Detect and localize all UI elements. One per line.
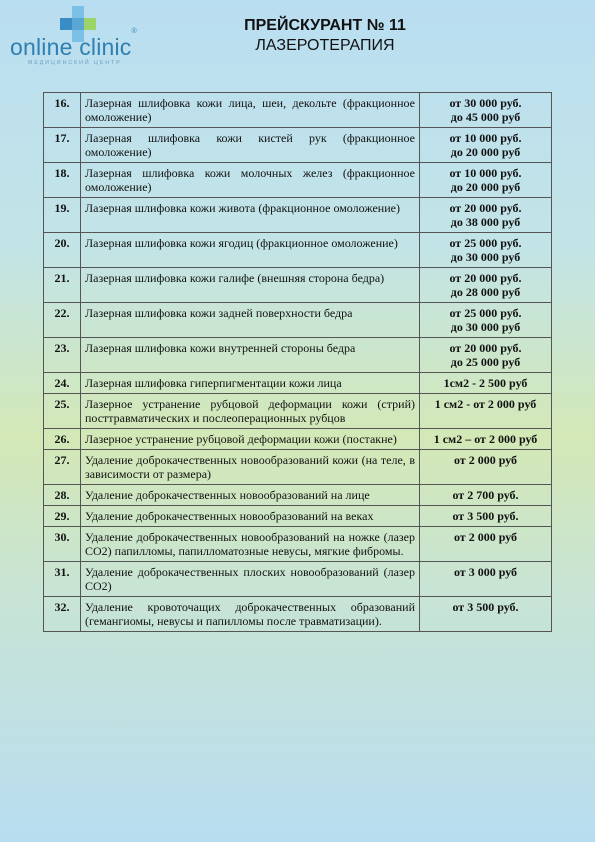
service-price xyxy=(420,198,552,233)
logo-subtitle: МЕДИЦИНСКИЙ ЦЕНТР xyxy=(28,60,122,66)
row-number: 20. xyxy=(44,233,81,268)
price-line: 1 см2 – от 2 000 руб xyxy=(433,432,538,446)
registered-mark: ® xyxy=(131,28,137,35)
row-number: 28. xyxy=(44,485,81,506)
clinic-logo xyxy=(10,4,140,66)
price-line: от 3 000 руб xyxy=(453,565,518,579)
row-number: 23. xyxy=(44,338,81,373)
price-line: от 2 000 руб xyxy=(453,530,518,544)
service-price xyxy=(420,562,552,597)
logo-name-clinic: clinic xyxy=(79,34,132,60)
service-price xyxy=(420,163,552,198)
table-row xyxy=(44,527,552,562)
price-line: от 20 000 руб. xyxy=(449,271,522,285)
price-table xyxy=(43,92,552,632)
row-number: 30. xyxy=(44,527,81,562)
service-price xyxy=(420,303,552,338)
service-price xyxy=(420,338,552,373)
service-price xyxy=(420,128,552,163)
page-header xyxy=(205,16,445,56)
service-description: Удаление кровоточащих доброкачественных образований (гемангиомы, невусы и папилломы после травматизации). xyxy=(81,597,420,632)
price-line: 1см2 - 2 500 руб xyxy=(443,376,528,390)
service-description: Удаление доброкачественных новообразований на веках xyxy=(81,506,420,527)
table-row xyxy=(44,597,552,632)
service-description: Лазерная шлифовка кожи ягодиц (фракционное омоложение) xyxy=(81,233,420,268)
service-description: Лазерная шлифовка кожи лица, шеи, декольте (фракционное омоложение) xyxy=(81,93,420,128)
table-row xyxy=(44,198,552,233)
logo-wordmark xyxy=(10,28,137,61)
row-number: 17. xyxy=(44,128,81,163)
row-number: 21. xyxy=(44,268,81,303)
table-row xyxy=(44,429,552,450)
row-number: 16. xyxy=(44,93,81,128)
price-line: от 25 000 руб. xyxy=(449,306,522,320)
service-description: Лазерная шлифовка кожи задней поверхности бедра xyxy=(81,303,420,338)
price-line: от 30 000 руб. xyxy=(449,96,522,110)
service-description: Удаление доброкачественных новообразований кожи (на теле, в зависимости от размера) xyxy=(81,450,420,485)
service-price xyxy=(420,93,552,128)
table-row xyxy=(44,338,552,373)
row-number: 32. xyxy=(44,597,81,632)
service-description: Лазерное устранение рубцовой деформации кожи (постакне) xyxy=(81,429,420,450)
price-line: до 25 000 руб xyxy=(450,355,521,369)
table-row xyxy=(44,562,552,597)
table-row xyxy=(44,485,552,506)
price-line: до 20 000 руб xyxy=(450,145,521,159)
table-row xyxy=(44,373,552,394)
logo-name-online: online xyxy=(10,34,73,60)
price-line: от 20 000 руб. xyxy=(449,341,522,355)
table-row xyxy=(44,303,552,338)
row-number: 18. xyxy=(44,163,81,198)
service-price xyxy=(420,394,552,429)
service-price xyxy=(420,485,552,506)
row-number: 22. xyxy=(44,303,81,338)
row-number: 27. xyxy=(44,450,81,485)
row-number: 26. xyxy=(44,429,81,450)
service-description: Удаление доброкачественных плоских новообразований (лазер СО2) xyxy=(81,562,420,597)
price-line: от 3 500 руб. xyxy=(452,600,519,614)
price-line: 1 см2 - от 2 000 руб xyxy=(434,397,537,411)
service-price xyxy=(420,233,552,268)
price-line: до 30 000 руб xyxy=(450,320,521,334)
service-description: Лазерная шлифовка кожи галифе (внешняя сторона бедра) xyxy=(81,268,420,303)
table-row xyxy=(44,450,552,485)
service-price xyxy=(420,450,552,485)
service-price xyxy=(420,373,552,394)
service-description: Лазерная шлифовка кожи молочных желез (фракционное омоложение) xyxy=(81,163,420,198)
page-title: ПРЕЙСКУРАНТ № 11 xyxy=(244,17,406,34)
service-description: Лазерная шлифовка кожи внутренней стороны бедра xyxy=(81,338,420,373)
service-description: Лазерное устранение рубцовой деформации кожи (стрий) посттравматических и послеоперационных рубцов xyxy=(81,394,420,429)
service-price xyxy=(420,506,552,527)
service-price xyxy=(420,597,552,632)
service-description: Лазерная шлифовка кожи живота (фракционное омоложение) xyxy=(81,198,420,233)
table-row xyxy=(44,163,552,198)
row-number: 19. xyxy=(44,198,81,233)
price-line: от 10 000 руб. xyxy=(449,166,522,180)
price-line: от 2 000 руб xyxy=(453,453,518,467)
table-row xyxy=(44,506,552,527)
table-row xyxy=(44,128,552,163)
price-line: от 2 700 руб. xyxy=(452,488,519,502)
service-price xyxy=(420,268,552,303)
row-number: 29. xyxy=(44,506,81,527)
page-subtitle: ЛАЗЕРОТЕРАПИЯ xyxy=(255,37,395,54)
row-number: 31. xyxy=(44,562,81,597)
price-line: до 20 000 руб xyxy=(450,180,521,194)
row-number: 24. xyxy=(44,373,81,394)
price-line: от 20 000 руб. xyxy=(449,201,522,215)
price-line: до 30 000 руб xyxy=(450,250,521,264)
service-price xyxy=(420,429,552,450)
table-row xyxy=(44,268,552,303)
price-line: до 45 000 руб xyxy=(450,110,521,124)
price-line: до 28 000 руб xyxy=(450,285,521,299)
table-row xyxy=(44,93,552,128)
price-line: от 10 000 руб. xyxy=(449,131,522,145)
row-number: 25. xyxy=(44,394,81,429)
price-line: от 3 500 руб. xyxy=(452,509,519,523)
service-description: Лазерная шлифовка кожи кистей рук (фракционное омоложение) xyxy=(81,128,420,163)
service-description: Удаление доброкачественных новообразований на лице xyxy=(81,485,420,506)
table-row xyxy=(44,394,552,429)
service-description: Удаление доброкачественных новообразований на ножке (лазер СО2) папилломы, папилломатозные невусы, мягкие фибромы. xyxy=(81,527,420,562)
service-description: Лазерная шлифовка гиперпигментации кожи лица xyxy=(81,373,420,394)
service-price xyxy=(420,527,552,562)
price-line: от 25 000 руб. xyxy=(449,236,522,250)
price-line: до 38 000 руб xyxy=(450,215,521,229)
table-row xyxy=(44,233,552,268)
